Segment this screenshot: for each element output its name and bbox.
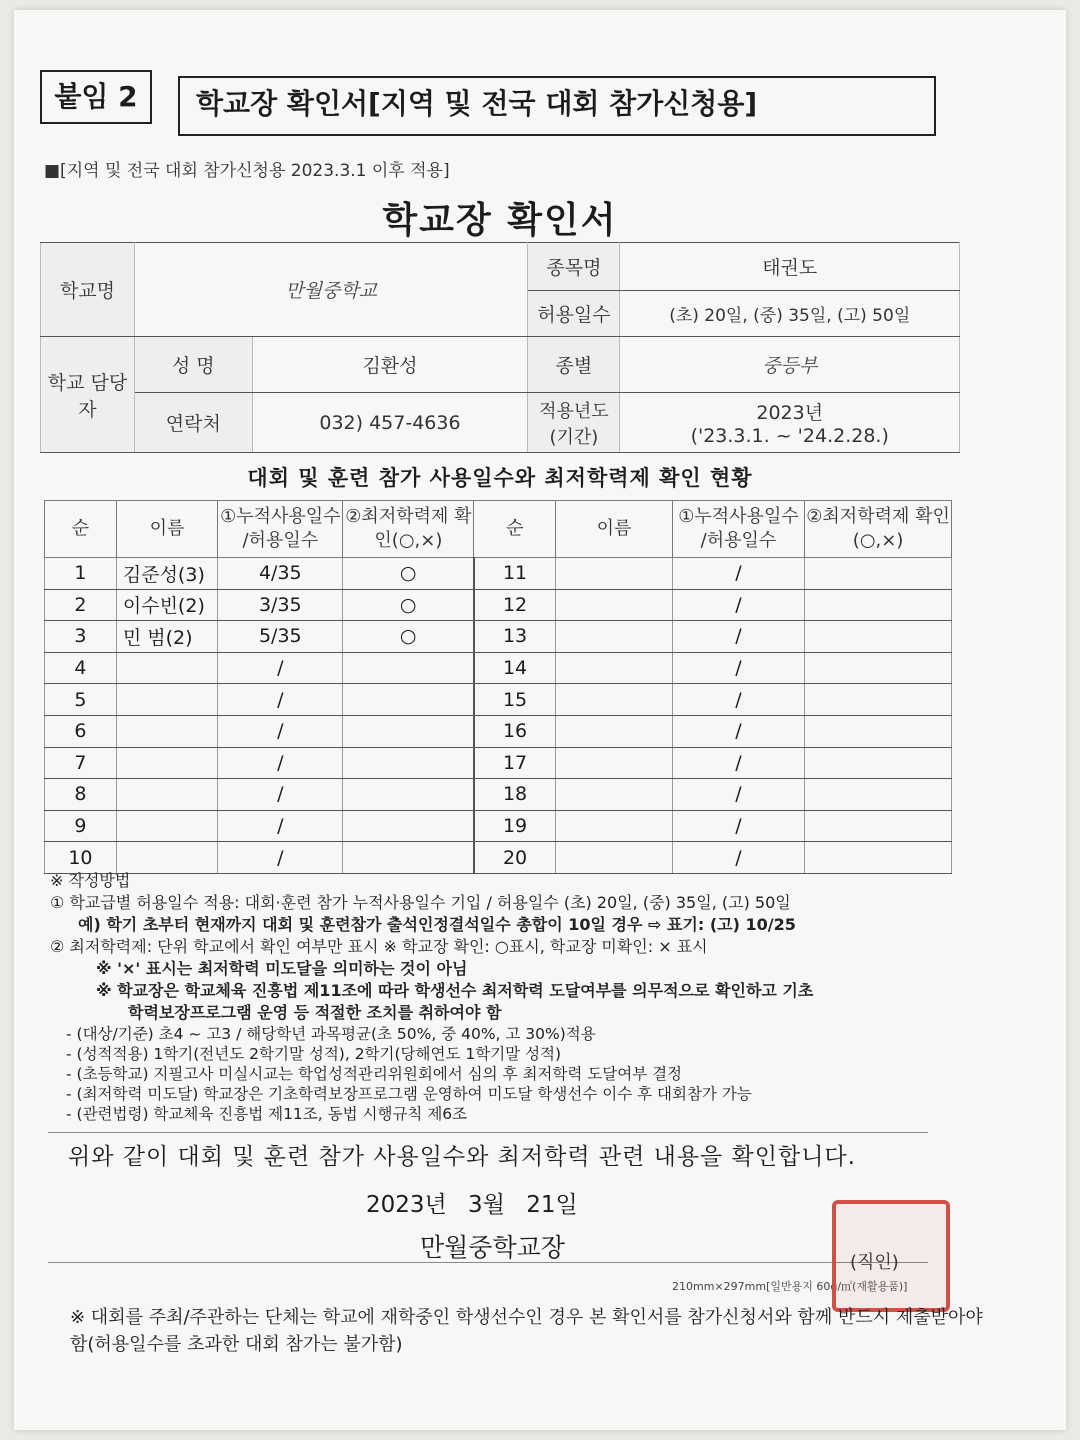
row-days: / — [672, 589, 804, 621]
header-days: ①누적사용일수 /허용일수 — [218, 501, 343, 558]
table-row — [45, 715, 952, 747]
row-no: 11 — [474, 558, 556, 590]
row-no: 7 — [45, 747, 117, 779]
row-name — [556, 747, 673, 779]
row-name: 이수빈(2) — [116, 589, 217, 621]
document-heading: 학교장 확인서[지역 및 전국 대회 참가신청용] — [178, 76, 936, 136]
row-no: 20 — [474, 842, 556, 874]
manager-name-label: 성 명 — [134, 337, 252, 393]
row-days: / — [218, 684, 343, 716]
official-seal-icon — [832, 1200, 950, 1312]
row-check — [343, 779, 474, 811]
divider — [48, 1262, 928, 1263]
row-check — [805, 621, 952, 653]
footer-note: ※ 대회를 주최/주관하는 단체는 학교에 재학중인 학생선수인 경우 본 확인서를 참가신청서와 함께 반드시 제출받아야 함(허용일수를 초과한 대회 참가는 불가함) — [70, 1307, 983, 1355]
row-check — [343, 747, 474, 779]
row-days: 4/35 — [218, 558, 343, 590]
roster-table — [44, 500, 952, 874]
row-check: ○ — [343, 589, 474, 621]
note-2a: ② 최저학력제: 단위 학교에서 확인 여부만 표시 ※ 학교장 확인: ○표시, 학교장 미확인: × 표시 — [50, 937, 708, 956]
row-no: 9 — [45, 810, 117, 842]
row-days: / — [672, 747, 804, 779]
row-days: 5/35 — [218, 621, 343, 653]
row-name — [556, 684, 673, 716]
row-days: / — [218, 652, 343, 684]
year-value: 2023년 — [756, 402, 824, 424]
row-name — [116, 779, 217, 811]
row-name — [556, 589, 673, 621]
row-check — [805, 842, 952, 874]
table-row — [45, 621, 952, 653]
row-no: 13 — [474, 621, 556, 653]
allowed-days-label: 허용일수 — [528, 291, 620, 337]
row-no: 15 — [474, 684, 556, 716]
row-no: 10 — [45, 842, 117, 874]
header-name: 이름 — [116, 501, 217, 558]
info-table — [40, 242, 960, 453]
row-no: 12 — [474, 589, 556, 621]
table-row — [45, 842, 952, 874]
row-days: / — [672, 842, 804, 874]
row-no: 19 — [474, 810, 556, 842]
header-days-2: ①누적사용일수 /허용일수 — [672, 501, 804, 558]
row-no: 16 — [474, 715, 556, 747]
year-label: 적용년도 (기간) — [528, 393, 620, 453]
row-days: / — [218, 842, 343, 874]
row-check — [805, 589, 952, 621]
note-1a: ① 학교급별 허용일수 적용: 대회·훈련 참가 누적사용일수 기입 / 허용일수 (초) 20일, (중) 35일, (고) 50일 — [50, 893, 791, 912]
row-days: / — [672, 684, 804, 716]
row-days: / — [672, 715, 804, 747]
table-row — [45, 589, 952, 621]
row-name — [116, 842, 217, 874]
header-no: 순 — [45, 501, 117, 558]
school-name: 만월중학교 — [134, 243, 527, 337]
row-no: 6 — [45, 715, 117, 747]
table-row — [45, 652, 952, 684]
sport-value: 태권도 — [620, 243, 960, 291]
row-name — [556, 652, 673, 684]
note-d2: - (성적적용) 1학기(전년도 2학기말 성적), 2학기(당해연도 1학기말 성적) — [66, 1045, 562, 1063]
row-name — [556, 715, 673, 747]
note-d5: - (관련법령) 학교체육 진흥법 제11조, 동법 시행규칙 제6조 — [66, 1105, 468, 1123]
writing-instructions — [50, 870, 950, 1124]
row-days: / — [218, 779, 343, 811]
row-days: / — [218, 715, 343, 747]
note-d1: - (대상/기준) 초4 ~ 고3 / 해당학년 과목평균(초 50%, 중 40%, 고 30%)적용 — [66, 1025, 596, 1043]
form-title: 학교장 확인서 — [382, 200, 618, 241]
row-no: 18 — [474, 779, 556, 811]
row-name: 민 범(2) — [116, 621, 217, 653]
row-name — [556, 621, 673, 653]
row-days: / — [672, 779, 804, 811]
allowed-days-value: (초) 20일, (중) 35일, (고) 50일 — [620, 291, 960, 337]
row-name — [556, 810, 673, 842]
contact-value: 032) 457-4636 — [252, 393, 528, 453]
row-name — [116, 747, 217, 779]
row-check — [343, 652, 474, 684]
row-days: / — [672, 810, 804, 842]
row-name — [116, 810, 217, 842]
row-no: 8 — [45, 779, 117, 811]
principal-name: 만월중학교장 — [420, 1233, 565, 1262]
notes-heading: ※ 작성방법 — [50, 871, 131, 890]
row-no: 1 — [45, 558, 117, 590]
header-no-2: 순 — [474, 501, 556, 558]
applicability-note: ■[지역 및 전국 대회 참가신청용 2023.3.1 이후 적용] — [44, 161, 450, 181]
paper-spec: 210mm×297mm[일반용지 60g/㎡(재활용품)] — [672, 1280, 908, 1293]
table-row — [45, 779, 952, 811]
row-no: 3 — [45, 621, 117, 653]
seal-mark: (직인) — [850, 1252, 899, 1273]
manager-name: 김환성 — [252, 337, 528, 393]
row-check — [343, 715, 474, 747]
row-no: 17 — [474, 747, 556, 779]
row-check: ○ — [343, 621, 474, 653]
row-name — [116, 684, 217, 716]
note-d4: - (최저학력 미도달) 학교장은 기초학력보장프로그램 운영하여 미도달 학생선수 이수 후 대회참가 가능 — [66, 1085, 752, 1103]
header-check-2: ②최저학력제 확인(○,×) — [805, 501, 952, 558]
note-d3: - (초등학교) 지필고사 미실시교는 학업성적관리위원회에서 심의 후 최저학력 도달여부 결정 — [66, 1065, 683, 1083]
year-cell — [620, 393, 960, 453]
confirmation-statement: 위와 같이 대회 및 훈련 참가 사용일수와 최저학력 관련 내용을 확인합니다. — [68, 1144, 856, 1170]
note-2c: ※ 학교장은 학교체육 진흥법 제11조에 따라 학생선수 최저학력 도달여부를 의무적으로 확인하고 기초 — [96, 981, 814, 1000]
row-name — [556, 558, 673, 590]
row-check — [805, 779, 952, 811]
row-check — [805, 715, 952, 747]
row-no: 14 — [474, 652, 556, 684]
row-days: / — [672, 558, 804, 590]
table-row — [45, 810, 952, 842]
row-check — [805, 684, 952, 716]
row-name — [556, 842, 673, 874]
note-2d: 학력보장프로그램 운영 등 적절한 조치를 취하여야 함 — [128, 1003, 502, 1022]
roster-title: 대회 및 훈련 참가 사용일수와 최저학력제 확인 현황 — [247, 466, 753, 490]
row-name — [116, 652, 217, 684]
table-row — [45, 684, 952, 716]
table-row — [45, 747, 952, 779]
row-days: / — [672, 652, 804, 684]
row-check — [805, 810, 952, 842]
note-1b: 예) 학기 초부터 현재까지 대회 및 훈련참가 출석인정결석일수 총합이 10일 경우 ⇨ 표기: (고) 10/25 — [78, 915, 796, 934]
period-value: ('23.3.1. ~ '24.2.28.) — [690, 425, 889, 447]
header-name-2: 이름 — [556, 501, 673, 558]
row-name: 김준성(3) — [116, 558, 217, 590]
row-days: 3/35 — [218, 589, 343, 621]
header-check: ②최저학력제 확인(○,×) — [343, 501, 474, 558]
row-check: ○ — [343, 558, 474, 590]
contact-label: 연락처 — [134, 393, 252, 453]
issue-date: 2023년 3월 21일 — [366, 1192, 578, 1218]
row-check — [343, 684, 474, 716]
attachment-tag: 붙임 2 — [40, 70, 152, 124]
row-no: 2 — [45, 589, 117, 621]
sport-label: 종목명 — [528, 243, 620, 291]
row-days: / — [218, 747, 343, 779]
row-no: 4 — [45, 652, 117, 684]
row-check — [805, 652, 952, 684]
row-name — [556, 779, 673, 811]
school-label: 학교명 — [41, 243, 135, 337]
category-value: 중등부 — [620, 337, 960, 393]
table-row — [45, 558, 952, 590]
row-name — [116, 715, 217, 747]
row-days: / — [672, 621, 804, 653]
row-check — [343, 810, 474, 842]
manager-label: 학교 담당자 — [41, 337, 135, 453]
row-check — [343, 842, 474, 874]
row-no: 5 — [45, 684, 117, 716]
row-check — [805, 558, 952, 590]
note-2b: ※ '×' 표시는 최저학력 미도달을 의미하는 것이 아님 — [96, 959, 468, 978]
category-label: 종별 — [528, 337, 620, 393]
row-check — [805, 747, 952, 779]
divider — [48, 1132, 928, 1133]
row-days: / — [218, 810, 343, 842]
